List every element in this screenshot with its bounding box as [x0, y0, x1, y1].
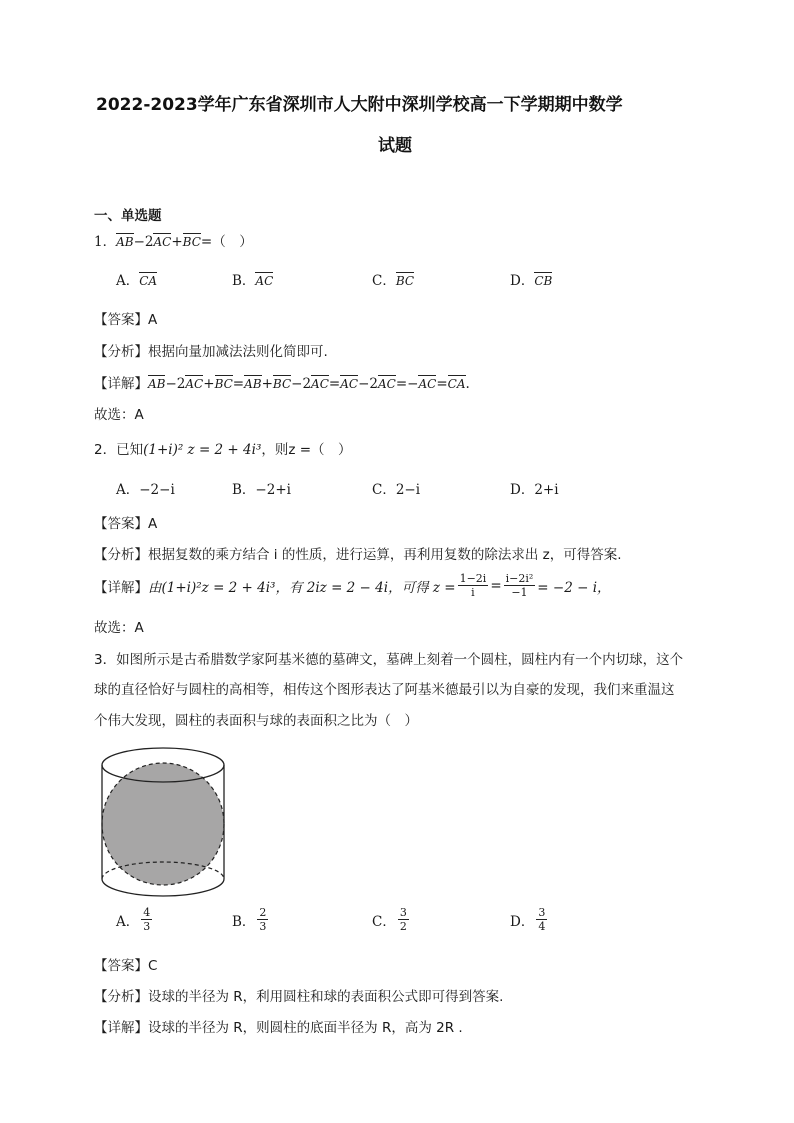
q2-detail: [94, 572, 611, 599]
d-op: .: [465, 376, 470, 392]
d-op: +: [203, 376, 215, 392]
analysis-tag: 【分析】: [94, 344, 148, 360]
numerator: i−2i²: [505, 572, 534, 585]
q2-stem-tail: ，则z =（ ）: [261, 442, 352, 458]
option-letter: D．: [510, 913, 535, 930]
analysis-text: 设球的半径为 R，利用圆柱和球的表面积公式即可得到答案.: [148, 989, 504, 1005]
d-op: −2: [291, 376, 312, 392]
option-vec: AC: [255, 274, 274, 288]
q1-choice: 故选：A: [94, 407, 144, 423]
denominator: 3: [259, 920, 267, 933]
d-vec: AC: [311, 377, 329, 391]
q3-option-b: [232, 906, 270, 933]
option-letter: D．: [510, 273, 535, 289]
d-vec: BC: [214, 377, 233, 391]
d-vec: AC: [340, 377, 359, 391]
q3-analysis: [94, 985, 503, 1005]
numerator: 4: [143, 906, 151, 919]
q1-op: +: [171, 234, 183, 250]
denominator: 3: [143, 920, 151, 933]
q1-op: −2: [133, 234, 154, 250]
d-vec: AB: [148, 377, 166, 391]
numerator: 3: [538, 906, 546, 919]
q3-option-d: [510, 906, 549, 933]
option-letter: A．: [116, 273, 140, 289]
q2-option-b: B．−2+i: [232, 482, 291, 498]
q3-stem-line2: 球的直径恰好与圆柱的高相等，相传这个图形表达了阿基米德最引以为自豪的发现，我们来重温这: [94, 682, 675, 698]
d-op: =: [328, 376, 341, 392]
q2-option-d: D．2+i: [510, 482, 559, 498]
fraction: [504, 572, 536, 599]
d-op: =: [232, 376, 245, 392]
d-vec: AC: [377, 377, 396, 391]
question-1-stem: [94, 230, 253, 250]
denominator: 2: [399, 920, 407, 933]
q3-stem-line3: 个伟大发现，圆柱的表面积与球的表面积之比为（ ）: [94, 713, 418, 729]
detail-text: 设球的半径为 R，则圆柱的底面半径为 R，高为 2R .: [148, 1020, 463, 1036]
q3-option-c: [372, 906, 411, 933]
q1-option-d: [510, 269, 552, 289]
numerator: 3: [399, 906, 407, 919]
option-vec: CB: [534, 274, 553, 288]
d-op: =−: [395, 376, 419, 392]
q1-answer: [94, 308, 157, 328]
section-heading: 一、单选题: [94, 208, 162, 224]
q1-option-b: [232, 269, 273, 289]
d-vec: AC: [418, 377, 437, 391]
q3-option-a: [116, 906, 154, 933]
analysis-text: 根据复数的乘方结合 i 的性质，进行运算，再利用复数的除法求出 z，可得答案.: [148, 547, 622, 563]
detail-tag: 【详解】: [94, 579, 148, 596]
q1-vec-ab: AB: [116, 235, 134, 249]
q3-stem-line1: 3．如图所示是古希腊数学家阿基米德的墓碑文，墓碑上刻着一个圆柱，圆柱内有一个内切球，这个: [94, 652, 684, 668]
detail-text: 由(1+i)²z = 2 + 4i³，有 2iz = 2 − 4i，可得 z =: [148, 579, 456, 596]
d-op: +: [261, 376, 273, 392]
q3-detail: [94, 1016, 463, 1036]
q3-answer: [94, 954, 157, 974]
numerator: 1−2i: [459, 572, 487, 585]
q1-tail: =（ ）: [200, 234, 253, 250]
fraction: [398, 906, 409, 933]
d-vec: AB: [244, 377, 262, 391]
fraction: [141, 906, 152, 933]
option-letter: A．: [116, 913, 140, 930]
q1-option-c: [372, 269, 414, 289]
q2-stem-text: 2．已知: [94, 442, 144, 458]
q2-analysis: [94, 543, 622, 563]
numerator: 2: [259, 906, 267, 919]
answer-tag: 【答案】: [94, 958, 148, 974]
page-title-cont: 试题: [378, 136, 412, 156]
option-letter: B．: [232, 913, 256, 930]
d-op: =: [436, 376, 448, 392]
option-letter: B．: [232, 273, 256, 289]
answer-value: A: [148, 312, 158, 328]
d-vec: CA: [447, 377, 466, 391]
answer-value: C: [148, 958, 158, 974]
option-letter: C．: [372, 913, 396, 930]
detail-text: = −2 − i，: [537, 579, 611, 596]
q1-vec-bc: BC: [182, 235, 201, 249]
d-op: −2: [358, 376, 378, 392]
answer-tag: 【答案】: [94, 312, 148, 328]
fraction: [257, 906, 268, 933]
answer-value: A: [148, 516, 158, 532]
fraction: [536, 906, 547, 933]
q1-analysis: [94, 340, 328, 360]
fraction: [458, 572, 489, 599]
q2-option-a: A．−2−i: [116, 482, 175, 498]
q1-detail: [94, 372, 470, 392]
equals: =: [490, 577, 502, 594]
analysis-tag: 【分析】: [94, 989, 148, 1005]
denominator: 4: [538, 920, 546, 933]
page-title: 2022-2023学年广东省深圳市人大附中深圳学校高一下学期期中数学: [96, 95, 623, 115]
answer-tag: 【答案】: [94, 516, 148, 532]
q2-choice: 故选：A: [94, 620, 144, 636]
option-letter: C．: [372, 273, 396, 289]
cylinder-sphere-figure: [98, 742, 232, 900]
q2-answer: [94, 512, 157, 532]
d-vec: AC: [185, 377, 204, 391]
q1-option-a: [116, 269, 157, 289]
denominator: −1: [511, 586, 528, 599]
denominator: i: [471, 586, 475, 599]
detail-tag: 【详解】: [94, 1020, 148, 1036]
question-2-stem: [94, 438, 352, 458]
option-vec: CA: [139, 274, 158, 288]
analysis-text: 根据向量加减法法则化简即可.: [148, 344, 328, 360]
d-vec: BC: [272, 377, 292, 391]
analysis-tag: 【分析】: [94, 547, 148, 563]
q2-stem-math: (1+i)² z = 2 + 4i³: [143, 442, 262, 458]
q2-option-c: C．2−i: [372, 482, 421, 498]
q1-number: 1．: [94, 234, 117, 250]
detail-tag: 【详解】: [94, 376, 148, 392]
option-vec: BC: [395, 274, 415, 288]
q1-vec-ac: AC: [153, 235, 172, 249]
d-op: −2: [165, 376, 186, 392]
